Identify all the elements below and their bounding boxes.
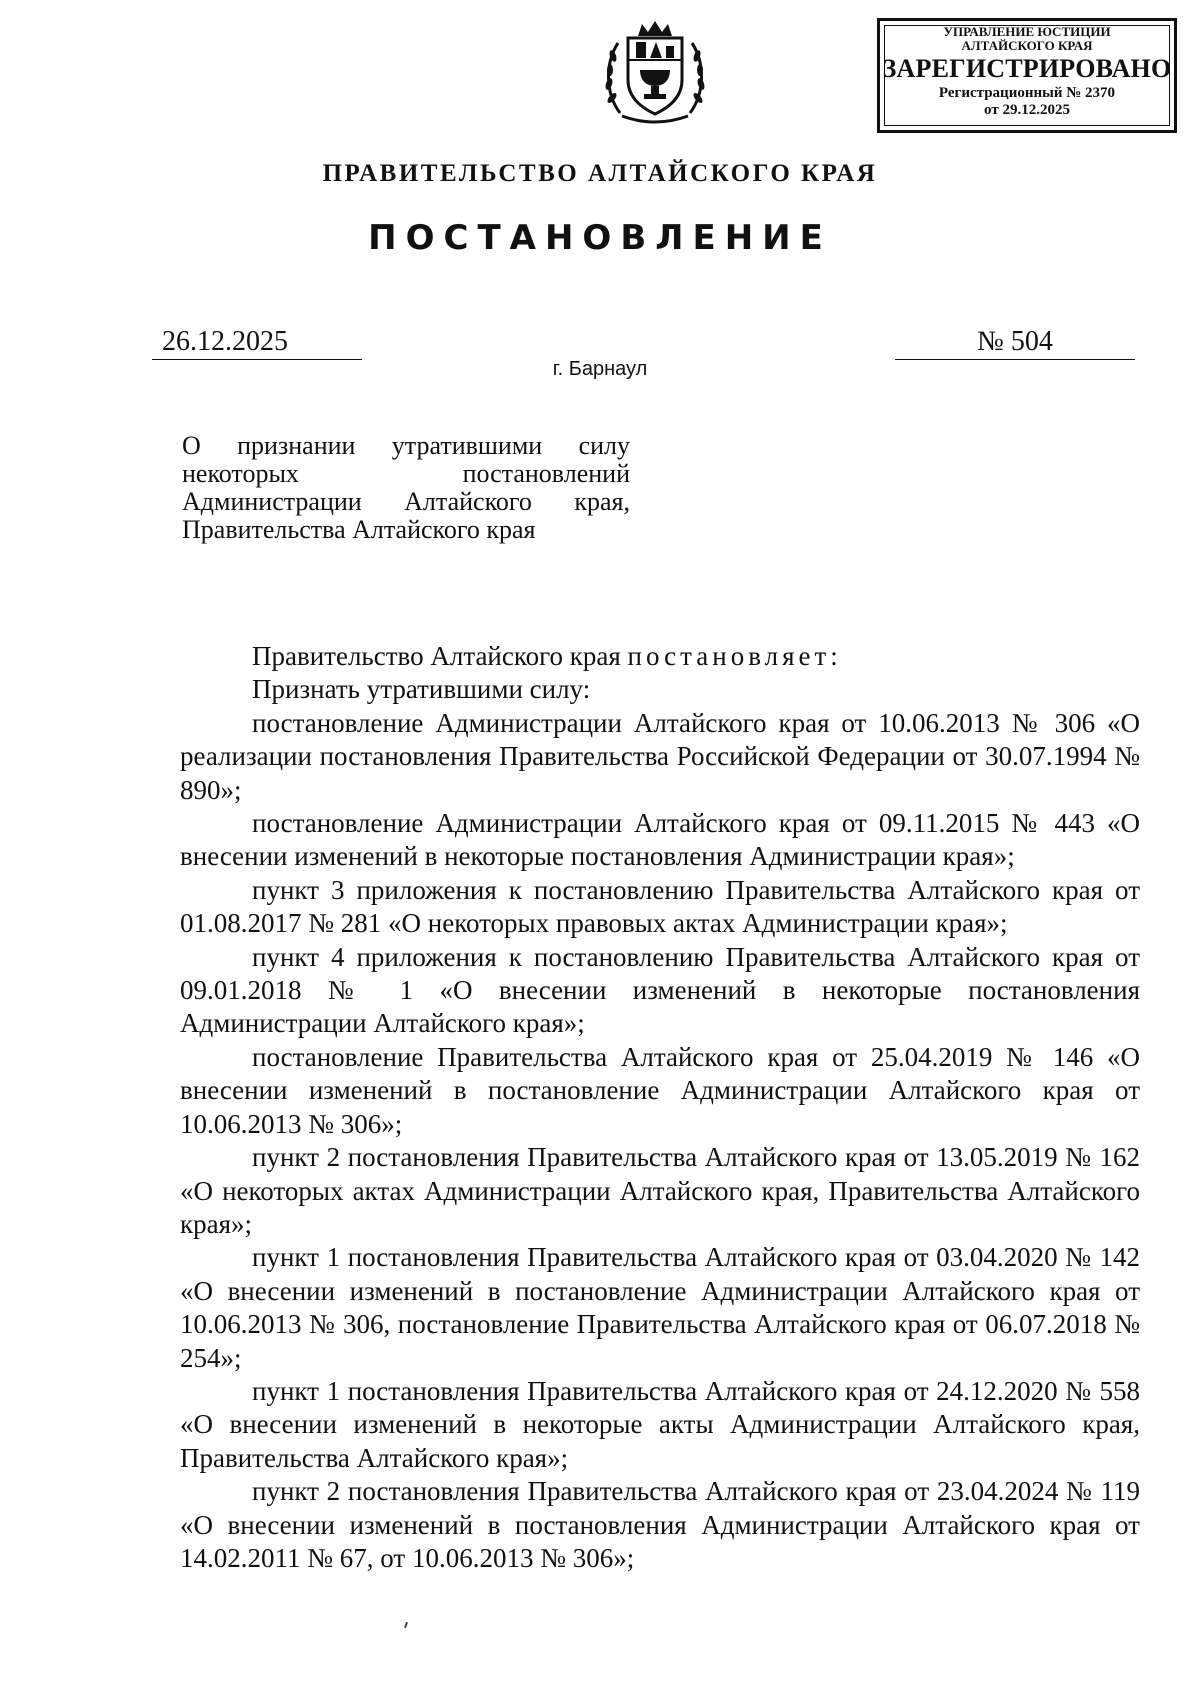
preamble [180,640,1140,673]
document-subject [182,432,630,544]
intro: Признать утратившими силу: [252,674,591,705]
subject-line-1: О признании утратившими силу [182,431,630,460]
stamp-reg-date: от 29.12.2025 [984,102,1070,118]
subject-line-4: Правительства Алтайского края [182,515,536,544]
document-city: г. Барнаул [552,358,648,380]
list-item: постановление Правительства Алтайского края от 25.04.2019 № 146 «О внесении изменений в постановление Администрации Алтайского края от 10.06.2013 № 306»; [180,1041,1140,1139]
stamp-org-line-2: АЛТАЙСКОГО КРАЯ [961,38,1093,53]
coat-of-arms-emblem [600,18,710,128]
subject-line-3: Администрации Алтайского края, [182,487,630,516]
scan-artifact [404,1622,408,1628]
preamble-verb: постановляет: [627,641,842,671]
altai-coat-of-arms-icon [600,18,710,128]
list-item: пункт 2 постановления Правительства Алтайского края от 13.05.2019 № 162 «О некоторых актах Администрации Алтайского края, Правительства Алтайского края»; [180,1142,1140,1239]
document-date-value: 26.12.2025 [162,326,288,357]
list-item: пункт 2 постановления Правительства Алтайского края от 23.04.2024 № 119 «О внесении изменений в постановления Администрации Алтайского края от 14.02.2011 № 67, от 10.06.2013 № 306»; [180,1476,1140,1573]
list-item: пункт 3 приложения к постановлению Правительства Алтайского края от 01.08.2017 № 281 «О некоторых правовых актах Администрации края»; [180,874,1140,939]
document-body [180,640,1140,1575]
stamp-org-line-1: УПРАВЛЕНИЕ ЮСТИЦИИ [943,24,1111,39]
list-item: пункт 1 постановления Правительства Алтайского края от 24.12.2020 № 558 «О внесении изменений в некоторые акты Администрации Алтайского края, Правительства Алтайского края»; [180,1375,1140,1473]
list-item: постановление Администрации Алтайского края от 09.11.2015 № 443 «О внесении изменений в некоторые постановления Администрации края»; [180,808,1140,872]
document-date [152,325,362,360]
document-number: № 504 [895,325,1135,360]
list-item: постановление Администрации Алтайского края от 10.06.2013 № 306 «О реализации постановления Правительства Российской Федерации от 30.07.1994 № 890»; [180,707,1140,805]
list-item: пункт 1 постановления Правительства Алтайского края от 03.04.2020 № 142 «О внесении изменений в постановление Администрации Алтайского края от 10.06.2013 № 306, постановление Правительства Алтайского края от 06.07.2018 № 254»; [180,1242,1140,1373]
stamp-status: ЗАРЕГИСТРИРОВАНО [882,54,1172,83]
stamp-reg-number: Регистрационный № 2370 [938,85,1116,101]
government-title: ПРАВИТЕЛЬСТВО АЛТАЙСКОГО КРАЯ [322,160,878,187]
preamble-start: Правительство Алтайского края [252,641,628,671]
subject-line-2: некоторых постановлений [182,459,630,488]
registration-stamp [877,18,1177,133]
document-type-title: ПОСТАНОВЛЕНИЕ [368,218,832,258]
list-item: пункт 4 приложения к постановлению Правительства Алтайского края от 09.01.2018 № 1 «О внесении изменений в некоторые постановления Администрации Алтайского края»; [180,941,1140,1039]
